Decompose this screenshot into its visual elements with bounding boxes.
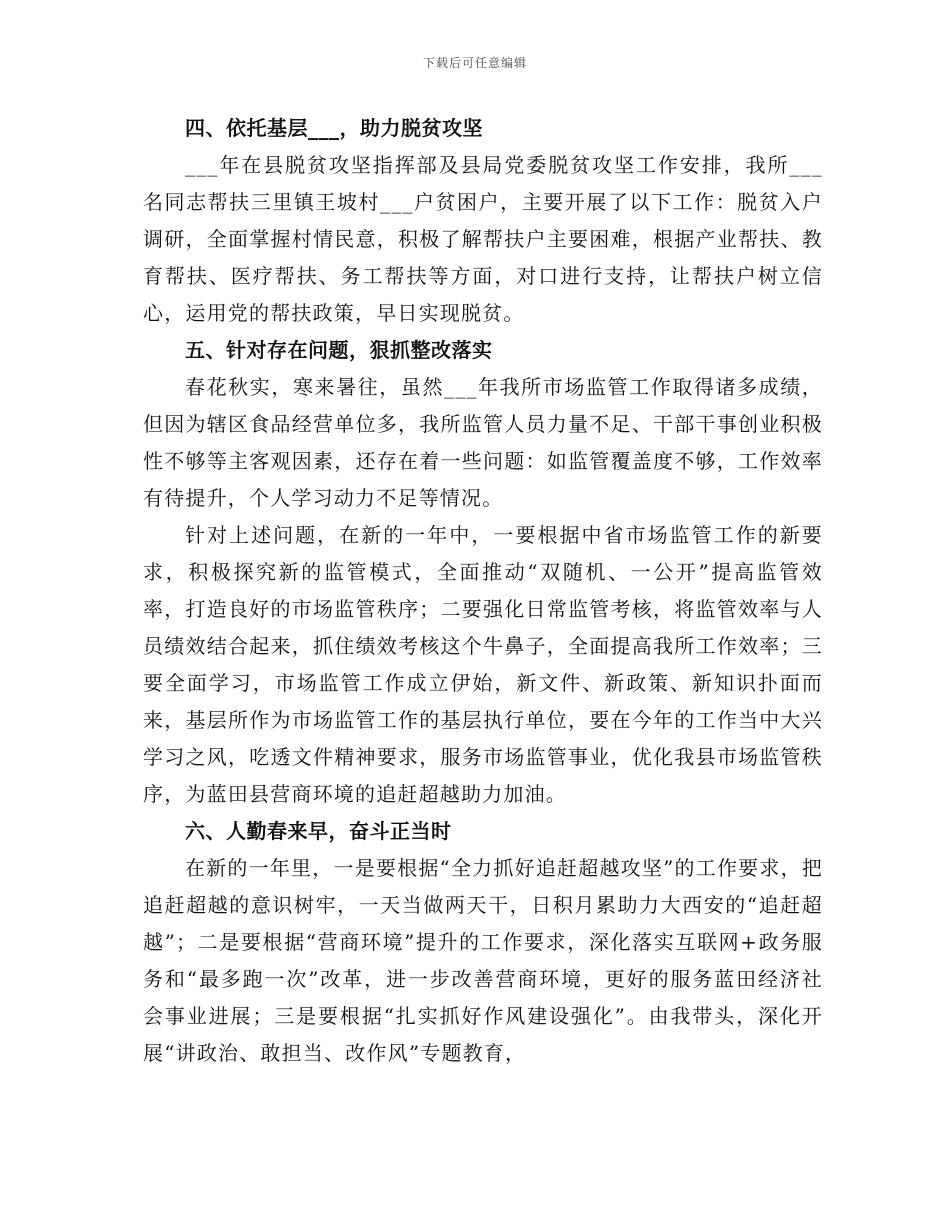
section-heading-6: 六、人勤春来早，奋斗正当时 <box>185 819 452 843</box>
section-heading-4: 四、依托基层___，助力脱贫攻坚 <box>185 116 483 140</box>
section-5-paragraph-1: 春花秋实，寒来暑往，虽然___年我所市场监管工作取得诸多成绩，但因为辖区食品经营单位多，我所监管人员力量不足、干部干事创业积极性不够等主客观因素，还存在着一些问题：如监管覆盖度不够，工作效率有待提升，个人学习动力不足等情况。 <box>143 375 823 510</box>
document-body <box>143 110 823 1072</box>
section-4-paragraph-1: ___年在县脱贫攻坚指挥部及县局党委脱贫攻坚工作安排，我所___名同志帮扶三里镇王坡村___户贫困户，主要开展了以下工作：脱贫入户调研，全面掌握村情民意，积极了解帮扶户主要困难，根据产业帮扶、教育帮扶、医疗帮扶、务工帮扶等方面，对口进行支持，让帮扶户树立信心，运用党的帮扶政策，早日实现脱贫。 <box>143 153 823 325</box>
section-6-paragraph-1: 在新的一年里，一是要根据“全力抓好追赶超越攻坚”的工作要求，把追赶超越的意识树牢，一天当做两天干，日积月累助力大西安的“追赶超越”；二是要根据“营商环境”提升的工作要求，深化落实互联网+政务服务和“最多跑一次”改革，进一步改善营商环境，更好的服务蓝田经济社会事业进展；三是要根据“扎实抓好作风建设强化”。由我带头，深化开展“讲政治、敢担当、改作风”专题教育， <box>143 856 823 1065</box>
page-header: 下载后可任意编辑 <box>422 56 527 70</box>
section-heading-5: 五、针对存在问题，狠抓整改落实 <box>185 338 493 362</box>
section-5-paragraph-2: 针对上述问题，在新的一年中，一要根据中省市场监管工作的新要求，积极探究新的监管模式，全面推动“双随机、一公开”提高监管效率，打造良好的市场监管秩序；二要强化日常监管考核，将监管效率与人员绩效结合起来，抓住绩效考核这个牛鼻子，全面提高我所工作效率；三要全面学习，市场监管工作成立伊始，新文件、新政策、新知识扑面而来，基层所作为市场监管工作的基层执行单位，要在今年的工作当中大兴学习之风，吃透文件精神要求，服务市场监管事业，优化我县市场监管秩序，为蓝田县营商环境的追赶超越助力加油。 <box>143 523 823 806</box>
